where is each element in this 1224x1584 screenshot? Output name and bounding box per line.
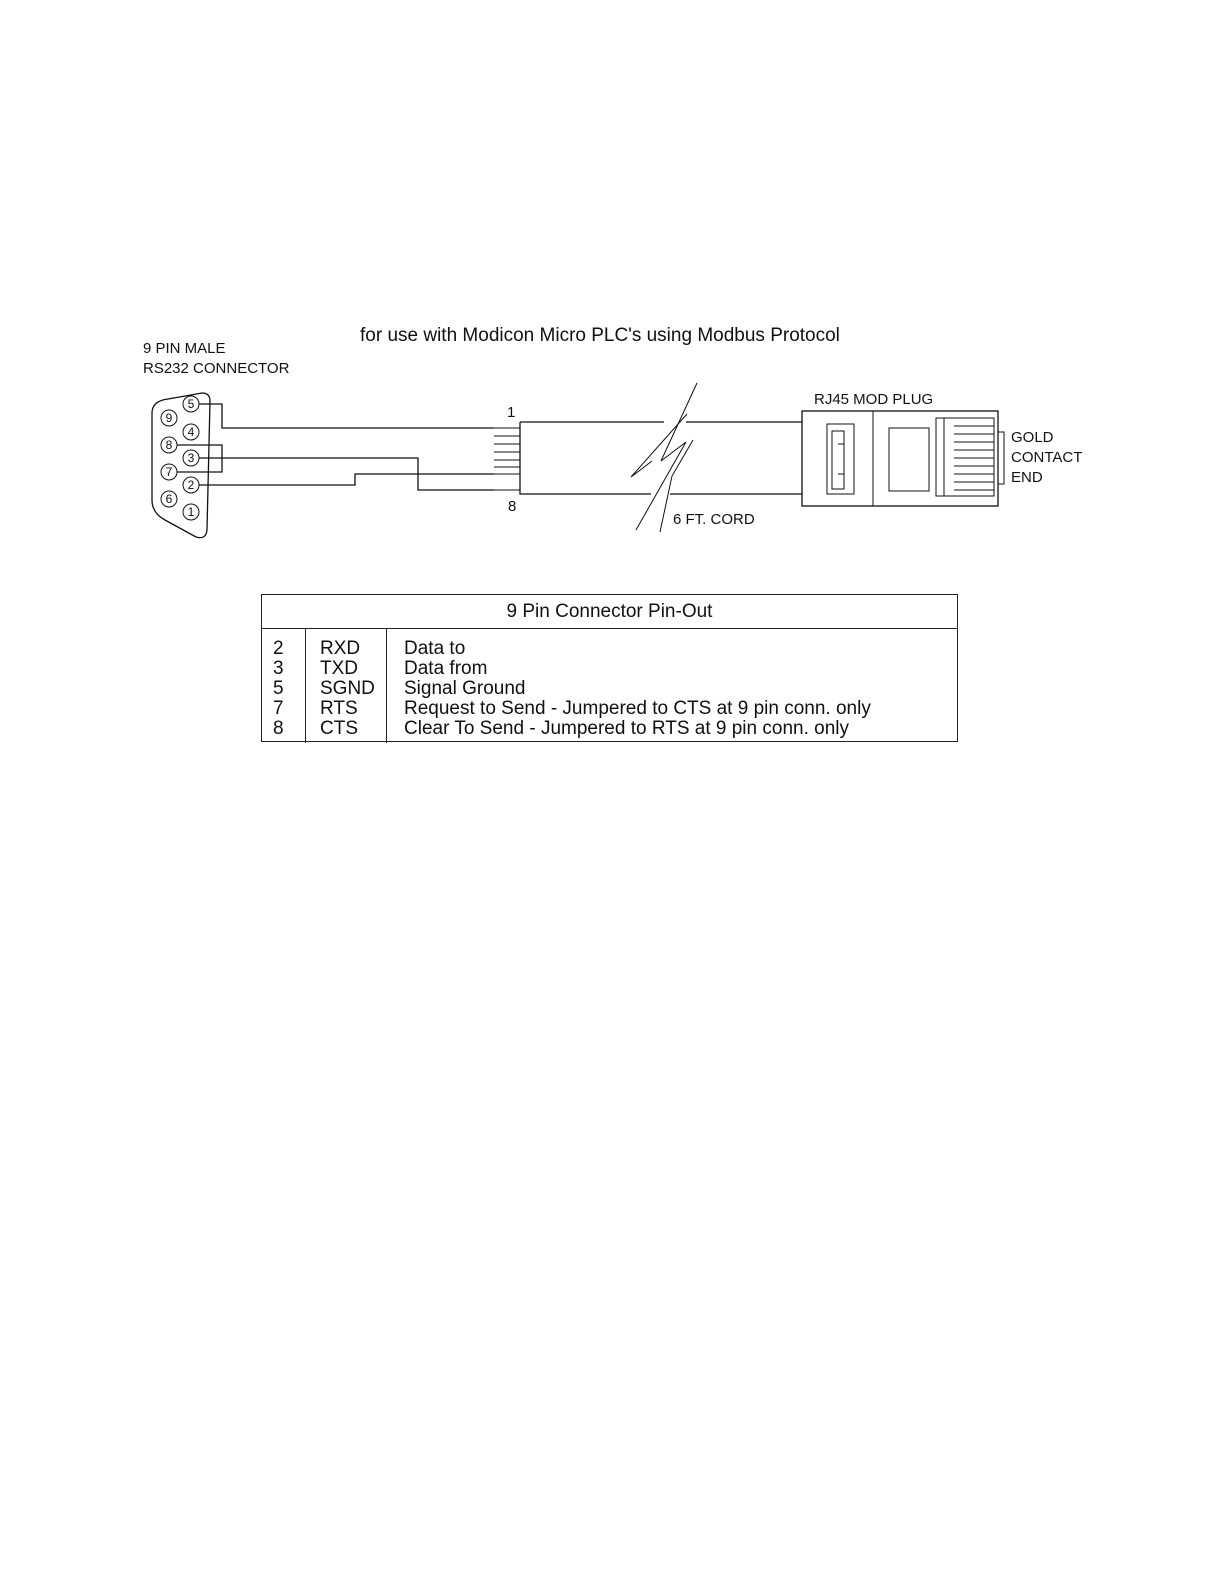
gold-contact-label-line1: GOLD: [1011, 429, 1054, 446]
description-cell: Request to Send - Jumpered to CTS at 9 pin conn. only: [404, 698, 871, 719]
signal-cell: TXD: [320, 658, 358, 679]
db9-pin-3: [183, 450, 199, 466]
svg-text:8: 8: [165, 438, 173, 452]
db9-pin-9: [161, 410, 177, 426]
pin-number-cell: 2: [273, 638, 284, 659]
gold-contact-label-line2: CONTACT: [1011, 449, 1083, 466]
svg-text:1: 1: [187, 505, 195, 519]
svg-text:4: 4: [187, 425, 195, 439]
cord-wire-ends: [494, 428, 520, 490]
pin-number-cell: 7: [273, 698, 284, 719]
svg-text:2: 2: [187, 478, 195, 492]
cord-label: 6 FT. CORD: [673, 511, 755, 528]
db9-label-line2: RS232 CONNECTOR: [143, 360, 290, 377]
pin-number-cell: 5: [273, 678, 284, 699]
svg-text:6: 6: [165, 492, 173, 506]
pin-number-cell: 3: [273, 658, 284, 679]
pinout-table: [261, 594, 958, 742]
pinout-table-title: 9 Pin Connector Pin-Out: [262, 595, 957, 629]
description-cell: Clear To Send - Jumpered to RTS at 9 pin conn. only: [404, 718, 849, 739]
wire-label-bottom: 8: [508, 498, 517, 515]
db9-pin-8: [161, 437, 177, 453]
description-column: [387, 629, 957, 743]
signal-cell: CTS: [320, 718, 358, 739]
db9-pin-2: [183, 477, 199, 493]
rj45-mod-plug: [802, 411, 1004, 506]
signal-cell: RXD: [320, 638, 361, 659]
diagram-title: for use with Modicon Micro PLC's using Modbus Protocol: [360, 325, 840, 346]
wire-pin2-rxd: [199, 474, 494, 485]
description-cell: Signal Ground: [404, 678, 526, 699]
description-cell: Data from: [404, 658, 488, 679]
description-cell: Data to: [404, 638, 466, 659]
cord-break-symbol: [636, 383, 697, 530]
svg-text:7: 7: [165, 465, 173, 479]
db9-pin-1: [183, 504, 199, 520]
wire-label-top: 1: [507, 404, 516, 421]
pinout-table-body: [262, 629, 957, 743]
rj45-label: RJ45 MOD PLUG: [814, 391, 934, 408]
svg-text:5: 5: [187, 397, 195, 411]
pin-number-cell: 8: [273, 718, 284, 739]
signal-column: [306, 629, 387, 743]
db9-pin-6: [161, 491, 177, 507]
signal-cell: SGND: [320, 678, 375, 699]
pin-number-column: [262, 629, 306, 743]
signal-cell: RTS: [320, 698, 358, 719]
wire-pin5-signal-ground: [199, 404, 494, 428]
db9-pin-5: [183, 396, 199, 412]
flat-cord: [520, 422, 802, 494]
svg-text:3: 3: [187, 451, 195, 465]
db9-connector-shell: [152, 393, 210, 538]
db9-pin-4: [183, 424, 199, 440]
gold-contact-label-line3: END: [1011, 469, 1043, 486]
svg-text:9: 9: [165, 411, 173, 425]
db9-pin-7: [161, 464, 177, 480]
db9-label-line1: 9 PIN MALE: [143, 340, 226, 357]
